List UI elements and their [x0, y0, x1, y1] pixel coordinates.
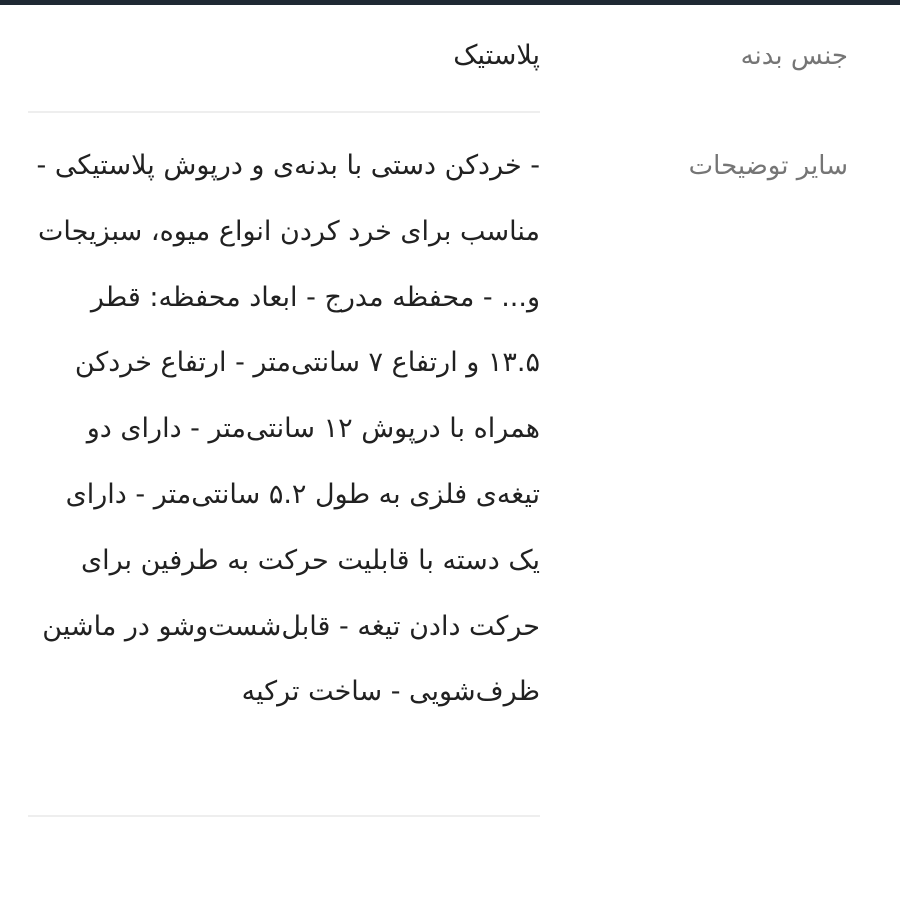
row-divider: [28, 111, 540, 113]
spec-value-other-description: - خردکن دستی با بدنه‌ی و درپوش پلاستیکی - مناسب برای خرد کردن انواع میوه، سبزیجات و... - محفظه مدرج - ابعاد محفظه: قطر ۱۳.۵ و ارتفاع ۷ سانتی‌متر - ارتفاع خردکن همراه با درپوش ۱۲ سانتی‌متر - دارای دو تیغه‌ی فلزی به طول ۵.۲ سانتی‌متر - دارای یک دسته با قابلیت حرکت به طرفین برای حرکت دادن تیغه - قابل‌شست‌وشو در ماشین ظرف‌شویی - ساخت ترکیه: [36, 150, 540, 708]
spec-label-other-description: سایر توضیحات: [688, 151, 848, 181]
row-divider: [28, 815, 540, 817]
spec-value-body-material: پلاستیک: [453, 40, 540, 71]
spec-label-body-material: جنس بدنه: [740, 41, 848, 71]
